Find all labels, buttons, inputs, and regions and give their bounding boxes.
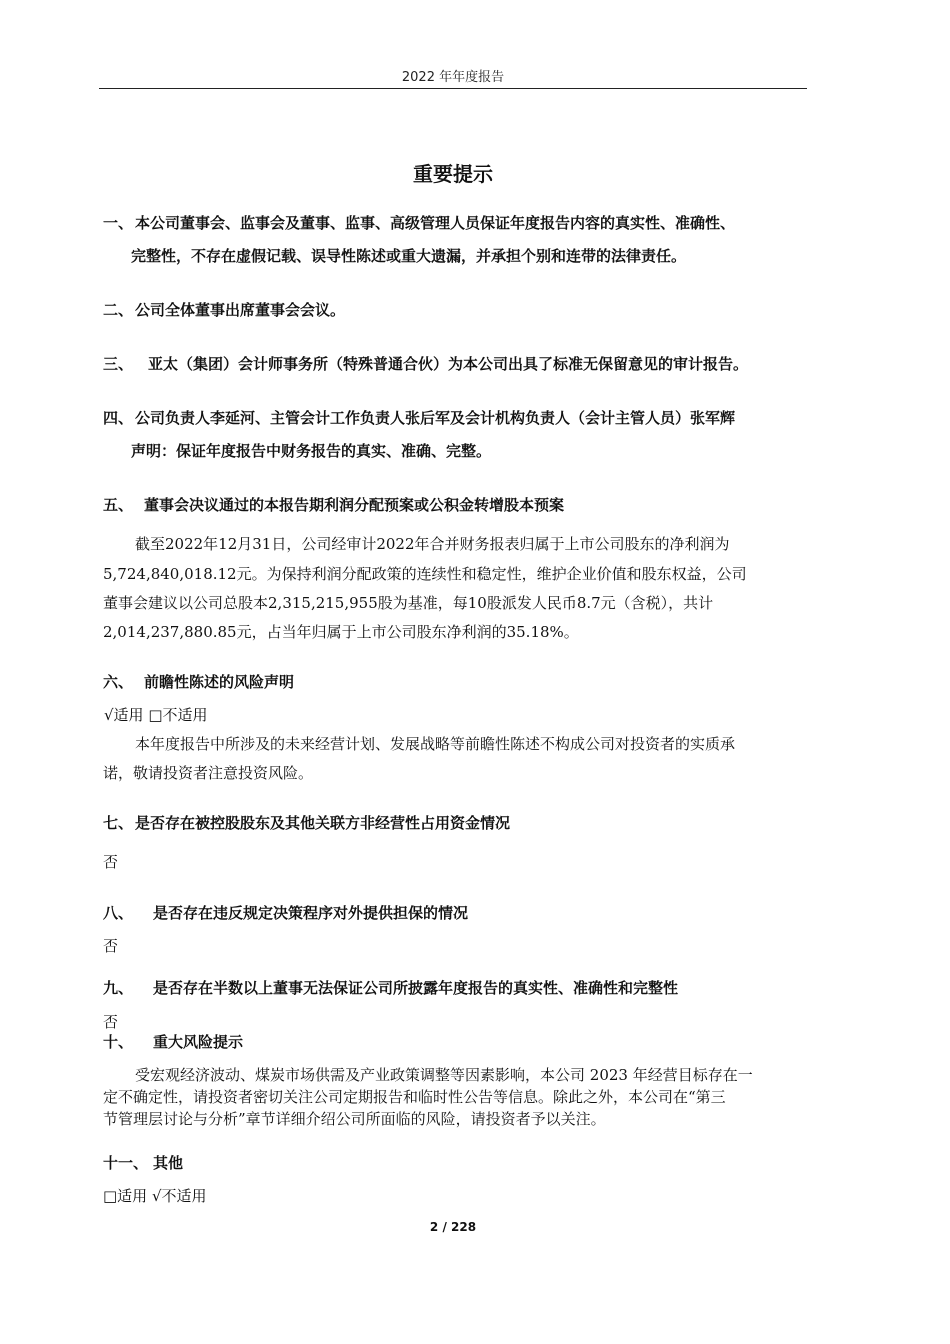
- item-10-number: 十、: [103, 1033, 134, 1051]
- item-5-body-line: 截至2022年12月31日，公司经审计2022年合并财务报表归属于上市公司股东的净利润为: [135, 535, 730, 553]
- item-10-body-line: 节管理层讨论与分析”章节详细介绍公司所面临的风险，请投资者予以关注。: [103, 1110, 606, 1128]
- item-6-applicability: √适用 □不适用: [104, 706, 208, 724]
- running-header: 2022 年年度报告: [401, 70, 505, 85]
- item-8-heading: 是否存在违反规定决策程序对外提供担保的情况: [153, 904, 469, 922]
- item-7-number: 七、: [103, 814, 134, 832]
- item-6-number: 六、: [103, 673, 134, 691]
- item-5-heading: 董事会决议通过的本报告期利润分配预案或公积金转增股本预案: [144, 496, 565, 514]
- page-title: 重要提示: [413, 162, 493, 186]
- item-4-number: 四、: [103, 409, 134, 427]
- item-8-number: 八、: [103, 904, 134, 922]
- item-9-heading: 是否存在半数以上董事无法保证公司所披露年度报告的真实性、准确性和完整性: [153, 979, 679, 997]
- item-10-body-line: 定不确定性，请投资者密切关注公司定期报告和临时性公告等信息。除此之外，本公司在“第三: [103, 1088, 726, 1106]
- item-10-heading: 重大风险提示: [153, 1033, 244, 1051]
- item-4-line-1: 公司负责人李延河、主管会计工作负责人张后军及会计机构负责人（会计主管人员）张军辉: [135, 409, 736, 427]
- item-10-body-line: 受宏观经济波动、煤炭市场供需及产业政策调整等因素影响，本公司 2023 年经营目标存在一: [135, 1066, 753, 1084]
- item-7-answer: 否: [103, 853, 119, 871]
- item-8-answer: 否: [103, 937, 119, 955]
- item-4-line-2: 声明：保证年度报告中财务报告的真实、准确、完整。: [131, 442, 492, 460]
- item-3-number: 三、: [103, 355, 134, 373]
- item-1-number: 一、: [103, 214, 134, 232]
- item-6-body-line: 本年度报告中所涉及的未来经营计划、发展战略等前瞻性陈述不构成公司对投资者的实质承: [135, 735, 736, 753]
- item-5-number: 五、: [103, 496, 134, 514]
- item-5-body-line: 2,014,237,880.85元，占当年归属于上市公司股东净利润的35.18%。: [103, 623, 579, 641]
- item-5-body-line: 董事会建议以公司总股本2,315,215,955股为基准，每10股派发人民币8.7元（含税），共计: [103, 594, 714, 612]
- item-6-heading: 前瞻性陈述的风险声明: [144, 673, 295, 691]
- item-1-line-2: 完整性，不存在虚假记载、误导性陈述或重大遗漏，并承担个别和连带的法律责任。: [131, 247, 687, 265]
- item-2-number: 二、: [103, 301, 134, 319]
- item-11-number: 十一、: [103, 1154, 149, 1172]
- item-11-applicability: □适用 √不适用: [103, 1187, 207, 1205]
- header-rule: [99, 88, 807, 89]
- item-1-line-1: 本公司董事会、监事会及董事、监事、高级管理人员保证年度报告内容的真实性、准确性、: [135, 214, 736, 232]
- item-9-number: 九、: [103, 979, 134, 997]
- item-2-text: 公司全体董事出席董事会会议。: [135, 301, 346, 319]
- item-3-text: 亚太（集团）会计师事务所（特殊普通合伙）为本公司出具了标准无保留意见的审计报告。: [148, 355, 749, 373]
- item-11-heading: 其他: [153, 1154, 184, 1172]
- item-7-heading: 是否存在被控股股东及其他关联方非经营性占用资金情况: [135, 814, 511, 832]
- item-6-body-line: 诺，敬请投资者注意投资风险。: [103, 764, 314, 782]
- item-9-answer: 否: [103, 1013, 119, 1031]
- page-number: 2 / 228: [429, 1220, 477, 1234]
- item-5-body-line: 5,724,840,018.12元。为保持利润分配政策的连续性和稳定性，维护企业价值和股东权益，公司: [103, 565, 747, 583]
